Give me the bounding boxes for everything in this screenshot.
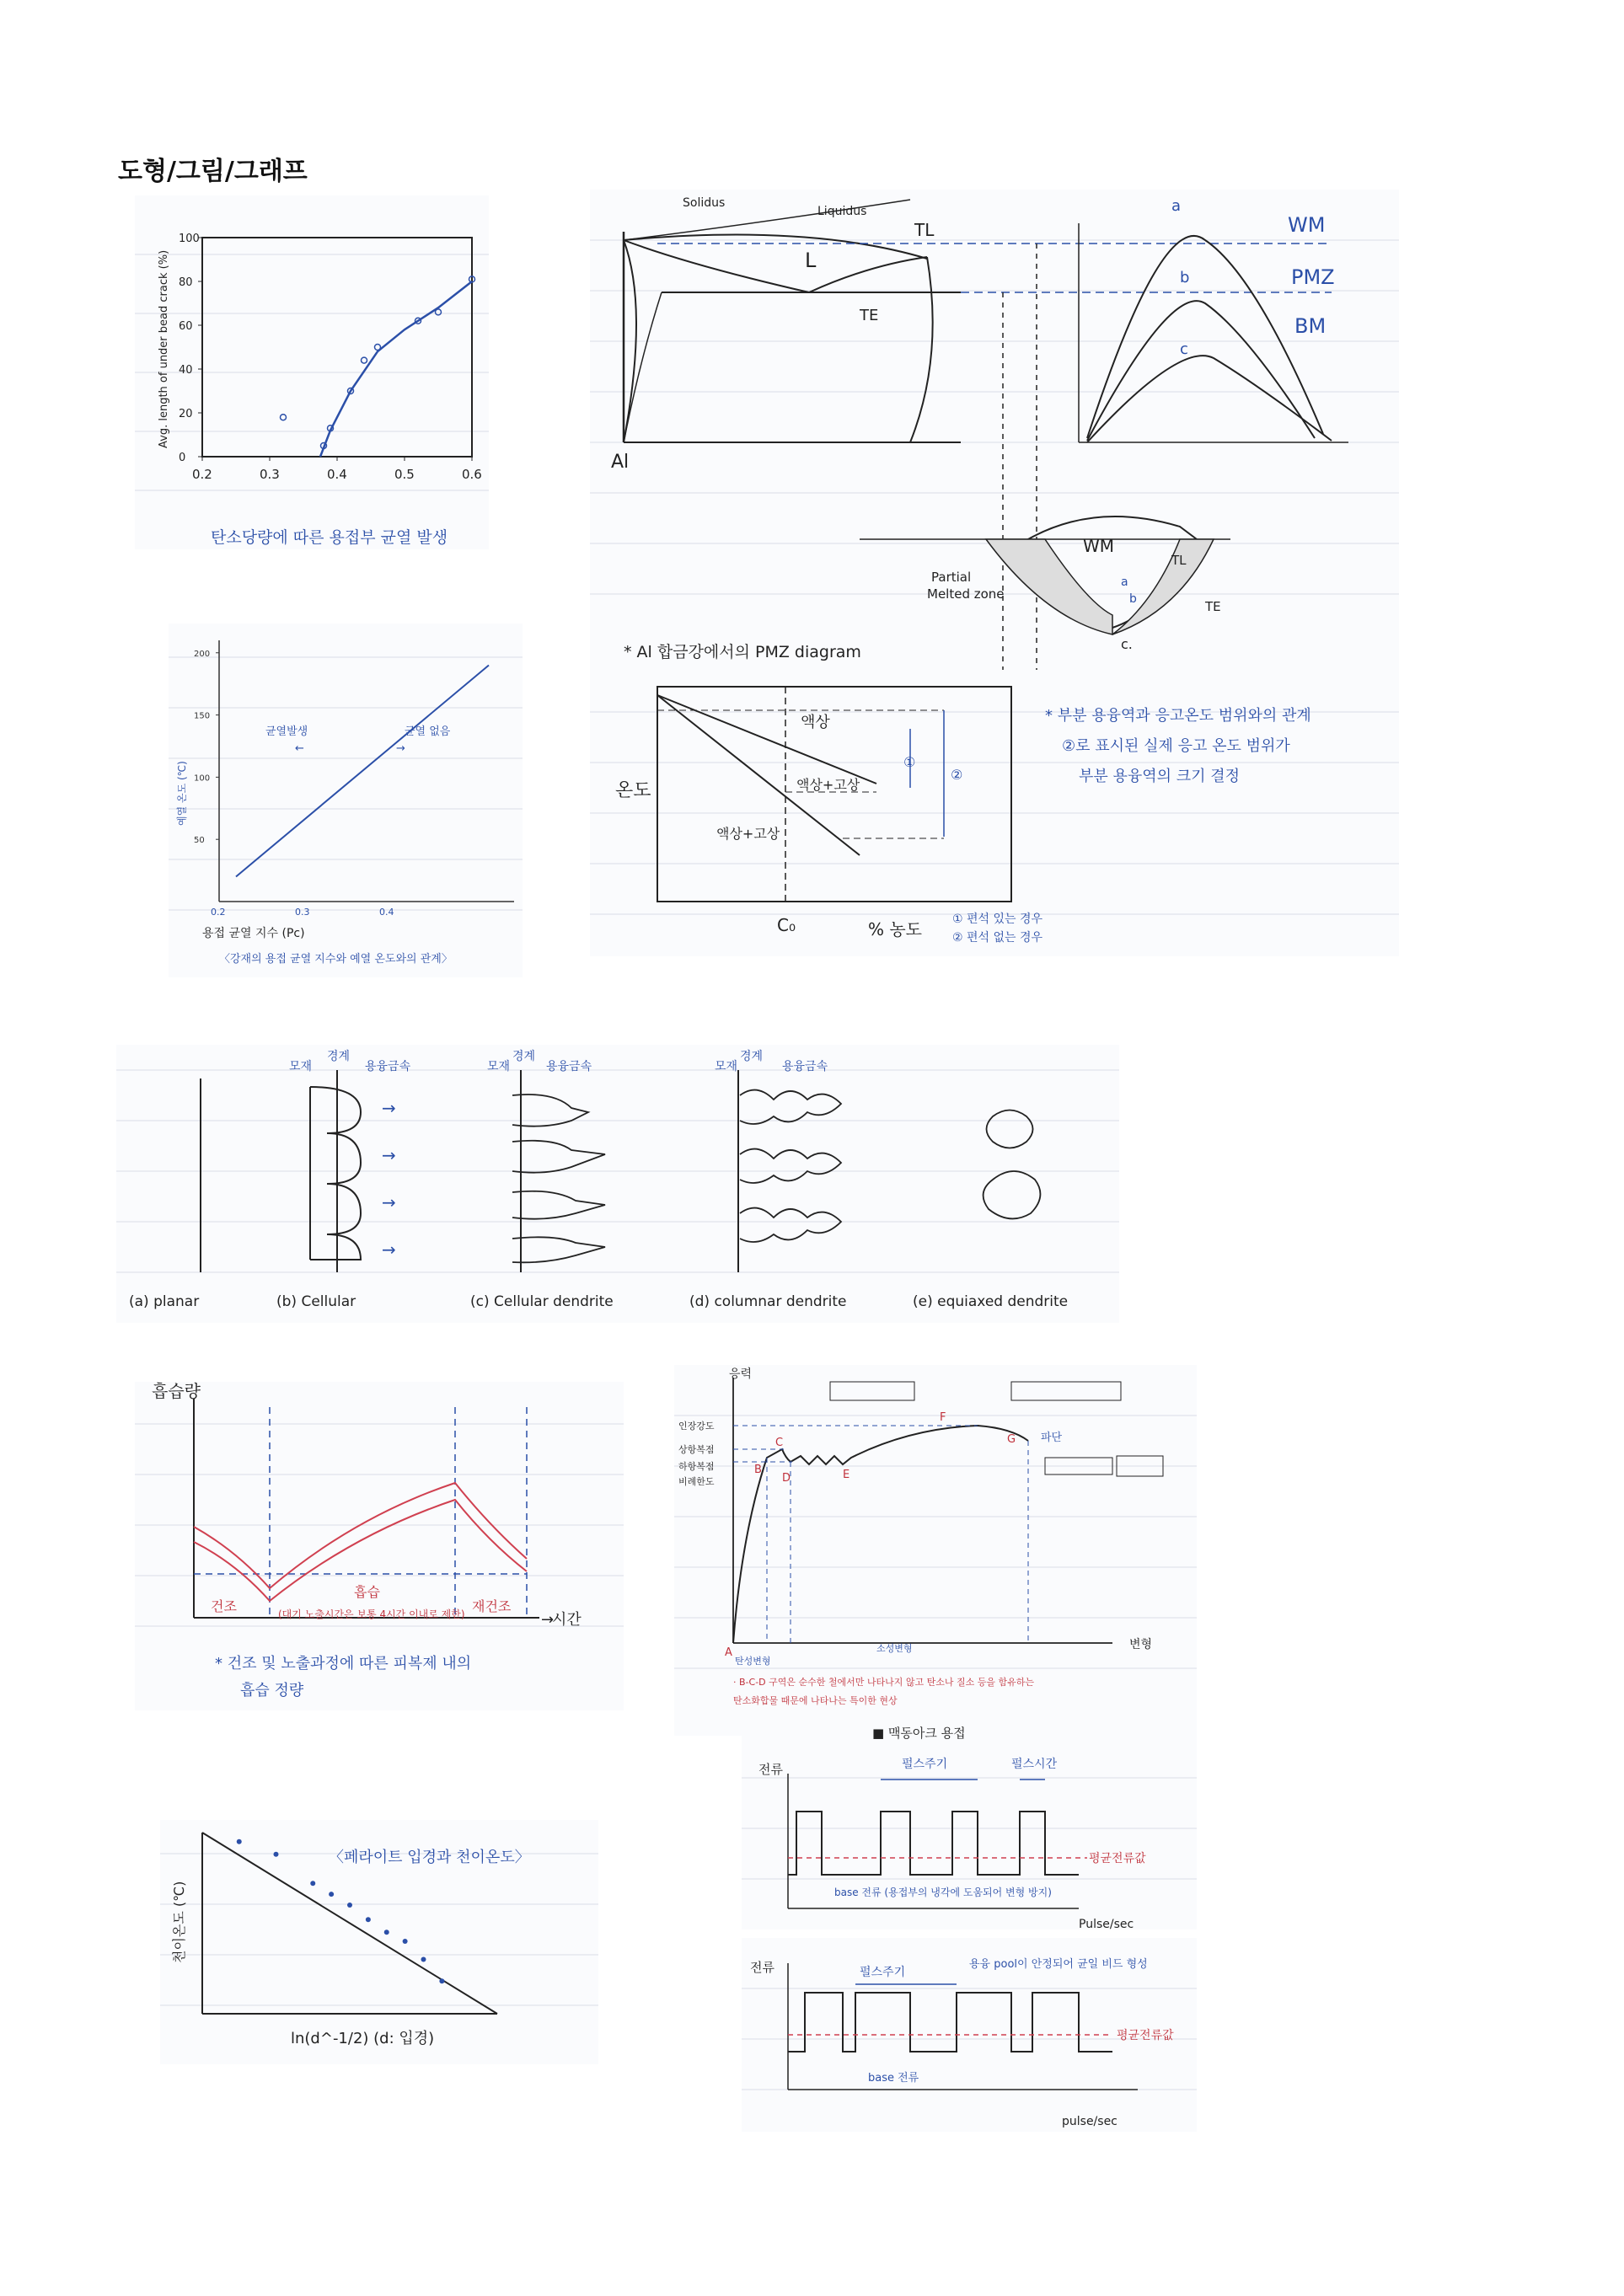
preheat-chart-caption: 〈강재의 용접 균열 지수와 예열 온도와의 관계〉 <box>219 953 453 966</box>
crack-region-label: 균열발생 <box>265 725 308 738</box>
preheat-chart <box>169 624 523 977</box>
pmz-label: PMZ <box>1291 265 1335 289</box>
point-g: G <box>1007 1433 1016 1446</box>
avg-current-label: 평균전류값 <box>1117 2029 1174 2042</box>
stress-note-1: · B-C-D 구역은 순수한 철에서만 나타나지 않고 탄소나 질소 등을 함유하는 <box>733 1677 1034 1688</box>
avg-current-label: 평균전류값 <box>1089 1852 1146 1865</box>
mode-label-e: (e) equiaxed dendrite <box>913 1293 1069 1310</box>
redry-label: 재건조 <box>472 1598 512 1614</box>
svg-text:→: → <box>382 1192 396 1212</box>
data-point <box>329 1892 334 1897</box>
data-point <box>237 1839 242 1844</box>
svg-text:→: → <box>382 1239 396 1260</box>
data-point <box>366 1917 371 1922</box>
y-tick-label: 20 <box>179 408 193 420</box>
point-b-label: b <box>1129 592 1137 606</box>
x-tick-label: 0.5 <box>394 467 415 482</box>
arrow-right: → <box>396 742 405 755</box>
data-point <box>347 1903 352 1908</box>
x-axis-label: 변형 <box>1129 1638 1153 1651</box>
y-tick-label: 100 <box>194 773 211 784</box>
y-axis-label: Avg. length of under bead crack (%) <box>158 249 170 448</box>
no-crack-region-label: 균열 없음 <box>405 725 451 738</box>
svg-text:→: → <box>382 1145 396 1165</box>
pulse-arc-2-panel <box>742 1938 1197 2132</box>
solidification-panel <box>590 670 1399 956</box>
crack-chart-panel <box>135 195 489 549</box>
data-point <box>281 415 287 420</box>
c0-label: C₀ <box>777 915 796 935</box>
upper-yield-label: 상항복점 <box>678 1444 715 1455</box>
y-axis-label: 예열 온도 (℃) <box>176 761 188 826</box>
fracture-label: 파단 <box>1041 1432 1063 1444</box>
tl-section-label: TL <box>1171 553 1187 568</box>
pulse-arc-panel <box>742 1727 1197 1929</box>
y-tick-label: 80 <box>179 276 193 289</box>
x-axis-label: Pulse/sec <box>1079 1918 1134 1931</box>
wm-section-label: WM <box>1083 536 1115 556</box>
data-point <box>274 1852 279 1857</box>
curve-a-label: a <box>1171 197 1182 215</box>
pulse-arc-chart <box>742 1727 1197 1929</box>
point-a: A <box>725 1646 732 1659</box>
weld-metal-label-c: 용융금속 <box>546 1060 592 1073</box>
lower-yield-label: 하항복점 <box>678 1461 715 1472</box>
data-point <box>375 345 381 351</box>
mushy-label: 액상+고상 <box>796 777 860 793</box>
absorb-label: 흡습 <box>354 1584 380 1600</box>
weld-metal-label-d: 용융금속 <box>782 1060 828 1073</box>
note-2: ② 편석 없는 경우 <box>952 931 1043 945</box>
chart-title: 〈페라이트 입경과 천이온도〉 <box>329 1849 530 1866</box>
pulse-arc-2-chart <box>742 1938 1197 2132</box>
pmz-caption: * Al 합금강에서의 PMZ diagram <box>624 643 861 661</box>
point-b: B <box>754 1464 762 1476</box>
point-c: C <box>775 1437 784 1449</box>
desc-3: 부분 용융역의 크기 결정 <box>1079 768 1241 785</box>
crack-chart <box>135 195 489 549</box>
base-metal-label-c: 모재 <box>487 1060 511 1073</box>
data-point <box>362 357 367 363</box>
data-point <box>436 309 442 315</box>
moisture-caption-2: 흡습 정량 <box>240 1682 304 1699</box>
mode-label-d: (d) columnar dendrite <box>689 1293 847 1310</box>
liquid-phase-label: 액상 <box>801 714 830 731</box>
desc-2: ②로 표시된 실제 응고 온도 범위가 <box>1062 737 1290 755</box>
wm-label: WM <box>1288 213 1326 237</box>
y-axis-label: 전류 <box>758 1762 783 1777</box>
liquid-label: L <box>805 249 817 272</box>
transition-temp-chart <box>160 1820 598 2064</box>
te-section-label: TE <box>1205 599 1221 614</box>
elastic-label: 탄성변형 <box>735 1656 771 1667</box>
solidification-modes <box>116 1045 1119 1323</box>
weld-metal-label-b: 용융금속 <box>365 1060 411 1073</box>
point-e: E <box>843 1469 850 1481</box>
growth-arrows <box>382 1098 396 1260</box>
stress-note-2: 탄소화합물 때문에 나타나는 특이한 현상 <box>733 1695 898 1706</box>
y-tick-label: 0 <box>179 452 186 464</box>
y-axis-label: 전류 <box>750 1960 774 1975</box>
y-tick-label: 60 <box>179 320 193 333</box>
transition-temp-panel <box>160 1820 598 2064</box>
data-point <box>439 1978 444 1983</box>
data-point <box>403 1939 408 1944</box>
mode-label-b: (b) Cellular <box>276 1293 356 1310</box>
data-point <box>310 1881 315 1886</box>
pmz-diagram-panel <box>590 190 1399 670</box>
arrow-left: ← <box>295 742 304 755</box>
solidification-diagram <box>590 670 1399 956</box>
preheat-chart-panel <box>169 624 523 977</box>
svg-text:→: → <box>382 1098 396 1118</box>
y-tick-label: 200 <box>194 649 211 659</box>
solidus-label: Solidus <box>683 196 726 210</box>
period-label: 펄스주기 <box>902 1758 948 1771</box>
al-label: Al <box>611 452 630 473</box>
exposure-label: (대기 노출시간은 보통 4시간 이내로 제한) <box>278 1608 465 1620</box>
bm-label: BM <box>1294 314 1327 338</box>
x-tick-label: 0.6 <box>462 467 482 482</box>
curve-c-label: c <box>1180 340 1188 358</box>
boundary-label-c: 경계 <box>512 1050 536 1063</box>
tensile-strength-label: 인장강도 <box>678 1421 715 1432</box>
tl-label: TL <box>914 220 935 240</box>
data-point <box>384 1929 389 1935</box>
point-f: F <box>940 1411 946 1424</box>
point-c-label: c. <box>1121 636 1133 652</box>
x-tick-label: 0.2 <box>192 467 212 482</box>
base-current-label: base 전류 <box>868 2072 919 2085</box>
note-1: ① 편석 있는 경우 <box>952 913 1043 926</box>
boundary-label-d: 경계 <box>740 1050 764 1063</box>
liquidus-label: Liquidus <box>817 205 867 218</box>
pool-note: 용융 pool이 안정되어 균일 비드 형성 <box>969 1958 1148 1971</box>
x-tick-label: 0.2 <box>211 907 226 918</box>
y-tick-label: 100 <box>179 233 200 245</box>
trend-curve <box>320 281 472 457</box>
marker-1: ① <box>903 754 916 770</box>
boundary-label-b: 경계 <box>327 1050 351 1063</box>
plastic-label: 소성변형 <box>876 1643 913 1654</box>
x-axis-label: 용접 균열 지수 (Pc) <box>202 927 305 940</box>
pmz-diagram <box>590 190 1399 670</box>
y-tick-label: 50 <box>194 836 205 846</box>
x-arrow: → <box>541 1611 555 1629</box>
temp-label: 온도 <box>615 780 651 801</box>
x-tick-label: 0.4 <box>379 907 394 918</box>
x-tick-label: 0.3 <box>260 467 280 482</box>
stress-strain-chart <box>674 1365 1197 1736</box>
te-label: TE <box>860 307 879 324</box>
y-tick-label: 40 <box>179 364 193 377</box>
crack-chart-caption: 탄소당량에 따른 용접부 균열 발생 <box>211 528 448 547</box>
section-title: ■ 맥동아크 용접 <box>872 1726 966 1741</box>
y-axis-label: 천이온도 (℃) <box>171 1881 187 1963</box>
boundary-line <box>236 666 489 877</box>
mode-label-c: (c) Cellular dendrite <box>470 1293 614 1310</box>
point-a-label: a <box>1121 575 1128 589</box>
base-current-label: base 전류 (용접부의 냉각에 도움되어 변형 방지) <box>834 1887 1052 1898</box>
x-axis-label: ln(d^-1/2) (d: 입경) <box>291 2030 435 2047</box>
base-metal-label-d: 모재 <box>715 1060 738 1073</box>
y-tick-label: 150 <box>194 711 211 721</box>
point-d: D <box>782 1472 791 1485</box>
page-title: 도형/그림/그래프 <box>118 157 308 186</box>
curve-b-label: b <box>1180 269 1190 286</box>
proportional-limit-label: 비례한도 <box>678 1476 715 1487</box>
period-label: 펄스주기 <box>860 1966 906 1979</box>
stress-strain-panel <box>674 1365 1197 1736</box>
desc-1: * 부분 용융역과 응고온도 범위와의 관계 <box>1045 707 1311 725</box>
x-axis-label: 시간 <box>552 1611 582 1629</box>
moisture-panel <box>135 1382 624 1710</box>
y-axis-label: 흡습량 <box>152 1381 201 1401</box>
solid-phase-label: 액상+고상 <box>716 826 780 842</box>
data-point <box>421 1957 426 1962</box>
x-tick-label: 0.3 <box>295 907 310 918</box>
solidification-modes-panel <box>116 1045 1119 1323</box>
moisture-chart <box>135 1382 624 1710</box>
concentration-label: % 농도 <box>868 919 923 939</box>
partial-label: Partial <box>931 570 972 585</box>
moisture-caption-1: * 건조 및 노출과정에 따른 피복제 내의 <box>215 1655 472 1672</box>
marker-2: ② <box>951 767 963 783</box>
dry-label: 건조 <box>211 1598 237 1614</box>
mode-label-a: (a) planar <box>129 1293 200 1310</box>
pulse-time-label: 펄스시간 <box>1011 1758 1058 1771</box>
melted-zone-label: Melted zone <box>927 586 1005 602</box>
x-axis-label: pulse/sec <box>1062 2115 1118 2128</box>
x-tick-label: 0.4 <box>327 467 347 482</box>
y-axis-label: 응력 <box>729 1367 753 1381</box>
base-metal-label-b: 모재 <box>289 1060 313 1073</box>
